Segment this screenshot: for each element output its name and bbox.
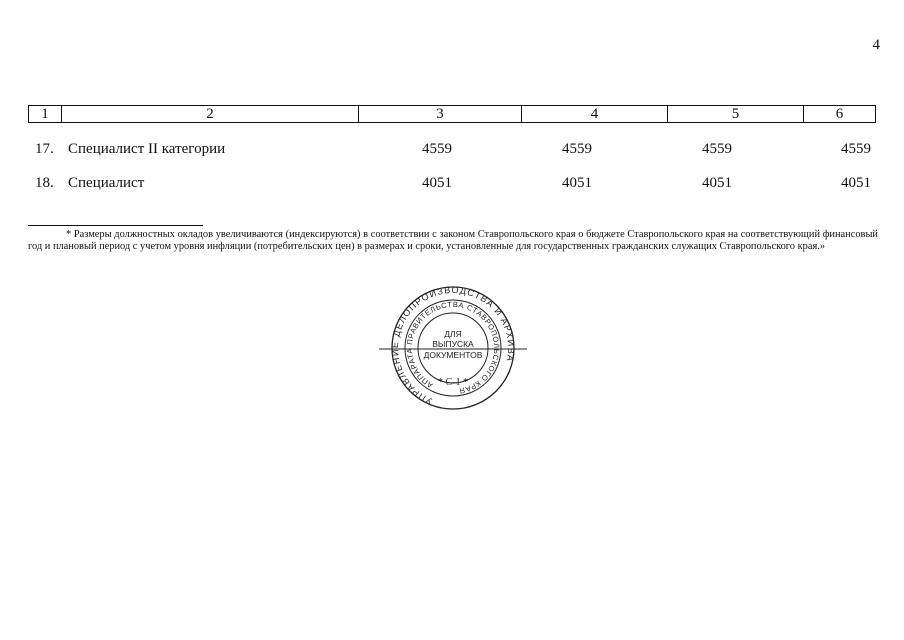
stamp-center-line-1: ДЛЯ xyxy=(444,329,462,339)
row-position-title: Специалист II категории xyxy=(68,141,226,157)
row-value-col-5: 4559 xyxy=(702,141,732,157)
header-col-4: 4 xyxy=(522,106,668,122)
table-header-row xyxy=(28,105,876,123)
row-value-col-4: 4559 xyxy=(562,141,592,157)
row-number: 17. xyxy=(35,141,54,157)
row-number: 18. xyxy=(35,175,54,191)
row-value-col-3: 4051 xyxy=(422,175,452,191)
stamp-code: * С-1 * xyxy=(438,377,468,388)
row-position-title: Специалист xyxy=(68,175,145,191)
header-col-3: 3 xyxy=(359,106,522,122)
stamp-seal-graphic xyxy=(379,282,527,412)
page-number: 4 xyxy=(872,37,880,53)
header-col-1: 1 xyxy=(29,106,62,122)
row-value-col-6: 4051 xyxy=(841,175,871,191)
row-value-col-6: 4559 xyxy=(841,141,871,157)
row-value-col-4: 4051 xyxy=(562,175,592,191)
footnote-text: * Размеры должностных окладов увеличиваются (индексируются) в соответствии с законом Ставропольского края о бюджете Ставропольского края на соответствующий финансовый год и плановый период с учетом уровня инфляции (потребительских цен) в размерах и сроки, установленные для государственных гражданских служащих Ставропольского края.» xyxy=(28,229,878,252)
footnote-divider xyxy=(28,225,203,226)
stamp-inner-ring-text: АППАРАТА ПРАВИТЕЛЬСТВА СТАВРОПОЛЬСКОГО КРАЯ xyxy=(404,299,502,396)
header-col-2: 2 xyxy=(62,106,359,122)
stamp-center-line-3: ДОКУМЕНТОВ xyxy=(423,350,483,360)
header-col-5: 5 xyxy=(668,106,804,122)
table-row xyxy=(28,174,876,192)
row-value-col-3: 4559 xyxy=(422,141,452,157)
table-row xyxy=(28,140,876,158)
official-stamp xyxy=(379,282,527,412)
header-col-6: 6 xyxy=(835,106,844,122)
stamp-center-line-2: ВЫПУСКА xyxy=(432,339,474,349)
stamp-outer-ring-text: УПРАВЛЕНИЕ ДЕЛОПРОИЗВОДСТВА И АРХИВА xyxy=(389,284,517,407)
row-value-col-5: 4051 xyxy=(702,175,732,191)
